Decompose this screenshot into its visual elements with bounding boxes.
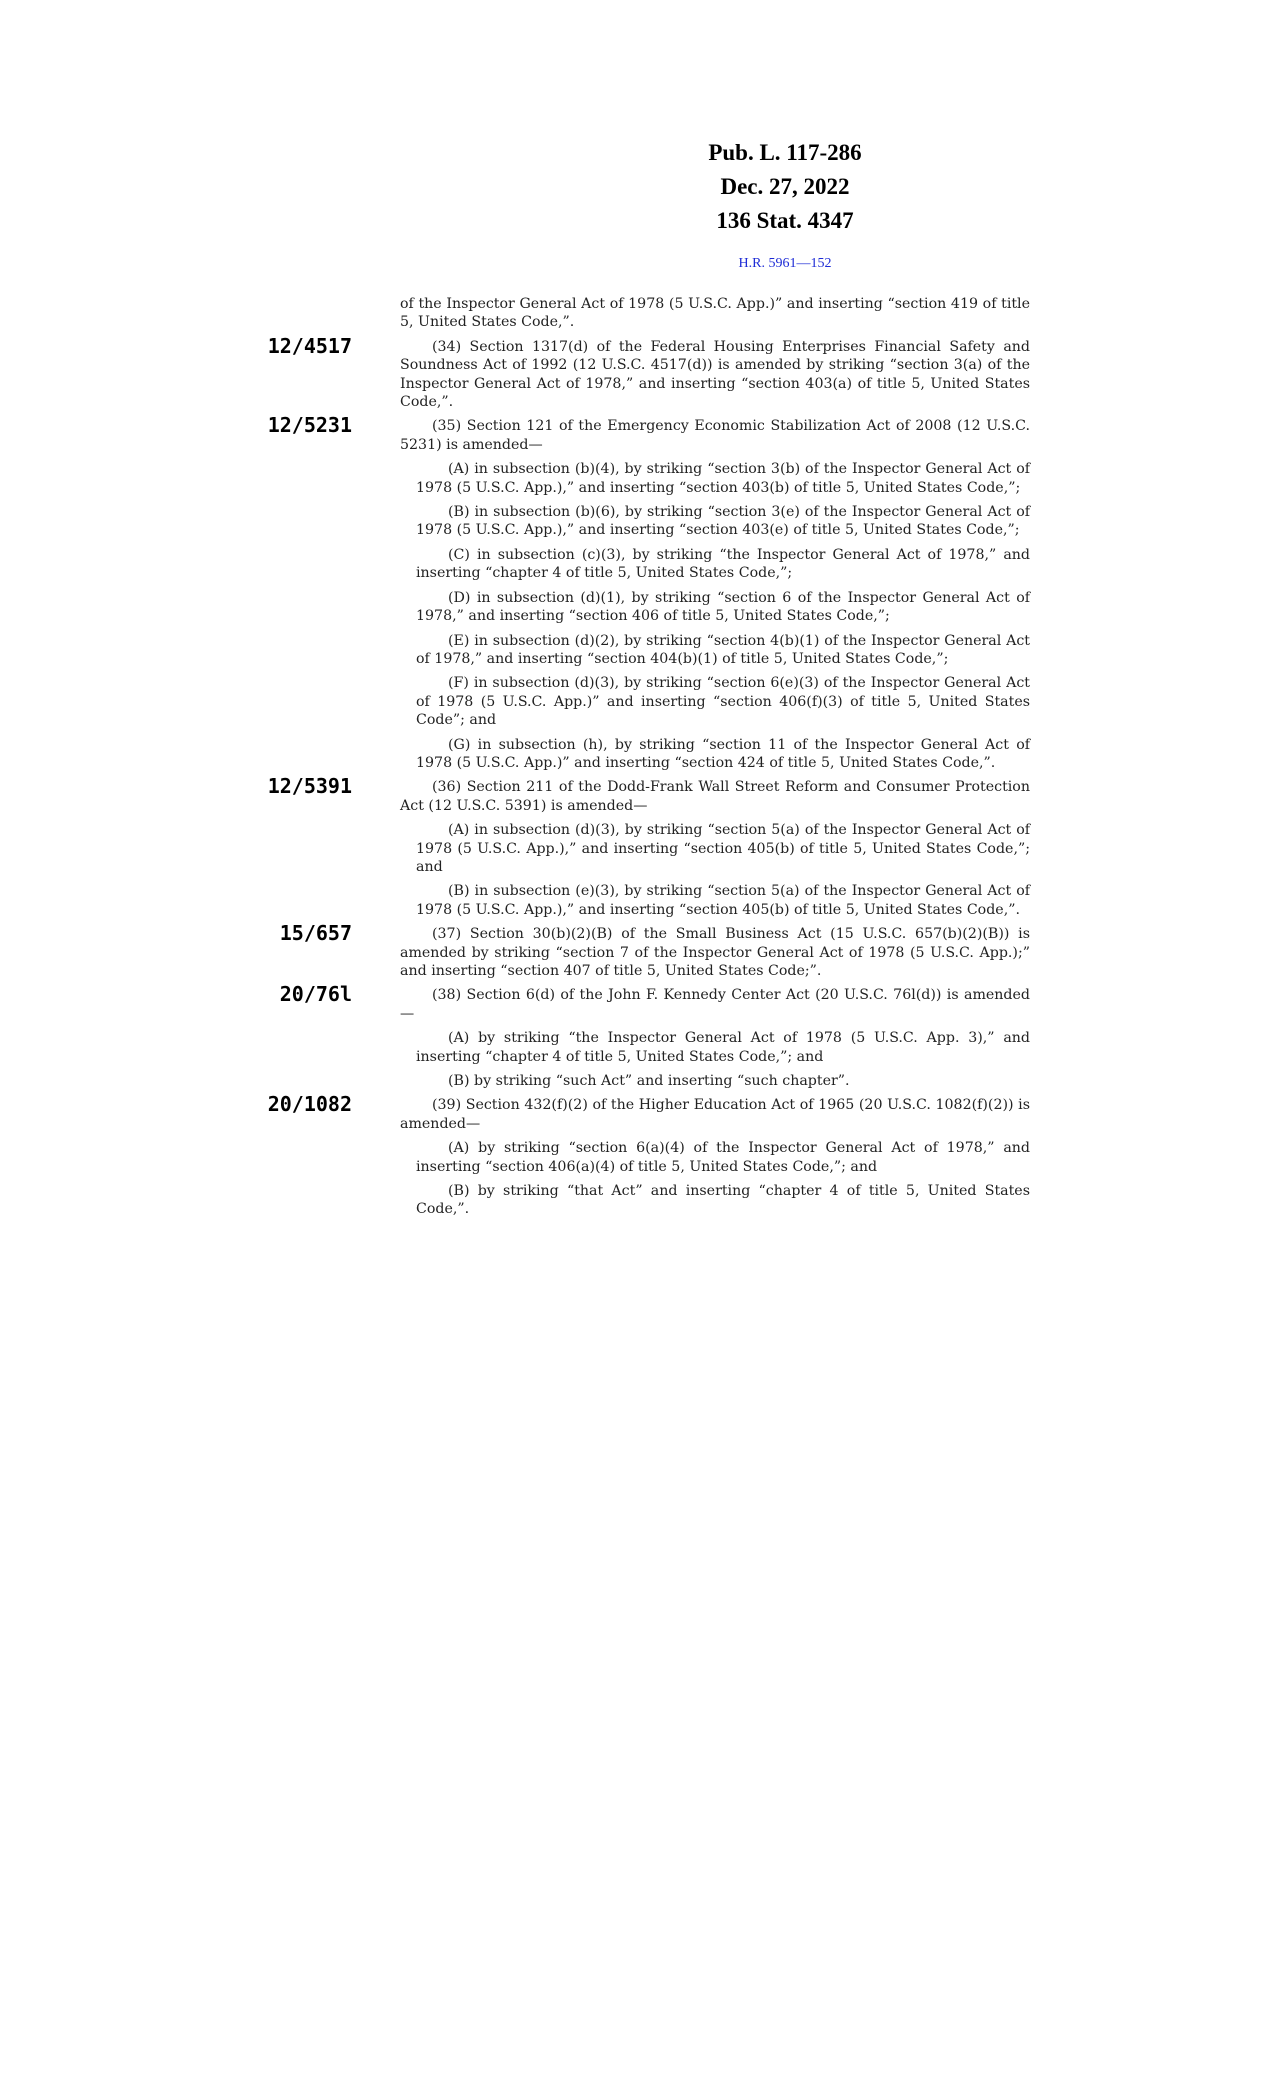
enactment-date: Dec. 27, 2022 xyxy=(720,174,850,199)
subparagraph-text: (A) by striking “the Inspector General Act of 1978 (5 U.S.C. App. 3),” and inserting “chapter 4 of title 5, United States Code,”; and xyxy=(416,1030,1030,1065)
subparagraph-text: (B) by striking “such Act” and inserting “such chapter”. xyxy=(448,1073,850,1090)
subparagraph-text: (D) in subsection (d)(1), by striking “section 6 of the Inspector General Act of 1978,” and inserting “section 406 of title 5, United States Code,”; xyxy=(416,589,1030,625)
paragraph-text: of the Inspector General Act of 1978 (5 U.S.C. App.)” and inserting “section 419 of title 5, United States Code,”. xyxy=(400,296,1030,331)
subparagraph-text: (E) in subsection (d)(2), by striking “section 4(b)(1) of the Inspector General Act of 1978,” and inserting “section 404(b)(1) of title 5, United States Code,”; xyxy=(416,632,1030,667)
statutes-citation: 136 Stat. 4347 xyxy=(716,208,854,233)
paragraph-37 xyxy=(279,921,1030,980)
paragraph-38 xyxy=(279,982,1030,1090)
paragraph-34 xyxy=(267,333,1030,412)
margin-citation: 15/657 xyxy=(279,921,352,946)
paragraph-text: (35) Section 121 of the Emergency Economic Stabilization Act of 2008 (12 U.S.C. 5231) is amended— xyxy=(400,418,1030,453)
paragraph-36 xyxy=(267,774,1030,919)
continuation-paragraph xyxy=(400,295,1030,332)
subparagraph-text: (A) in subsection (b)(4), by striking “section 3(b) of the Inspector General Act of 1978 (5 U.S.C. App.),” and inserting “section 403(b) of title 5, United States Code,”; xyxy=(416,461,1030,496)
subparagraph-text: (F) in subsection (d)(3), by striking “section 6(e)(3) of the Inspector General Act of 1978 (5 U.S.C. App.)” and inserting “section 406(f)(3) of title 5, United States Code”; and xyxy=(416,675,1030,729)
bill-reference: H.R. 5961—152 xyxy=(738,256,832,271)
subparagraph-text: (B) in subsection (e)(3), by striking “section 5(a) of the Inspector General Act of 1978 (5 U.S.C. App.),” and inserting “section 405(b) of title 5, United States Code,”. xyxy=(416,883,1030,918)
paragraph-35 xyxy=(267,413,1030,772)
subparagraph-text: (C) in subsection (c)(3), by striking “the Inspector General Act of 1978,” and inserting “chapter 4 of title 5, United States Code,”; xyxy=(416,546,1030,582)
paragraph-text: (39) Section 432(f)(2) of the Higher Education Act of 1965 (20 U.S.C. 1082(f)(2)) is amended— xyxy=(400,1097,1030,1132)
margin-citation: 12/5391 xyxy=(267,774,352,799)
paragraph-text: (34) Section 1317(d) of the Federal Housing Enterprises Financial Safety and Soundness Act of 1992 (12 U.S.C. 4517(d)) is amended by striking “section 3(a) of the Inspector General Act of 1978,” and inserting “section 403(a) of title 5, United States Code,”. xyxy=(400,338,1030,411)
margin-citation: 20/76l xyxy=(279,982,352,1007)
document-body xyxy=(267,295,1030,1225)
margin-citation: 12/5231 xyxy=(267,413,352,438)
paragraph-text: (38) Section 6(d) of the John F. Kennedy Center Act (20 U.S.C. 76l(d)) is amended— xyxy=(400,987,1030,1022)
subparagraph-text: (G) in subsection (h), by striking “section 11 of the Inspector General Act of 1978 (5 U.S.C. App.)” and inserting “section 424 of title 5, United States Code,”. xyxy=(416,736,1030,771)
margin-citation: 12/4517 xyxy=(267,333,352,358)
public-law-number: Pub. L. 117-286 xyxy=(708,140,862,165)
paragraph-39 xyxy=(267,1092,1030,1218)
subparagraph-text: (B) in subsection (b)(6), by striking “section 3(e) of the Inspector General Act of 1978 (5 U.S.C. App.),” and inserting “section 403(e) of title 5, United States Code,”; xyxy=(416,504,1030,539)
margin-citation: 20/1082 xyxy=(267,1092,352,1117)
subparagraph-text: (A) by striking “section 6(a)(4) of the Inspector General Act of 1978,” and inserting “section 406(a)(4) of title 5, United States Code,”; and xyxy=(416,1140,1030,1175)
paragraph-text: (36) Section 211 of the Dodd-Frank Wall Street Reform and Consumer Protection Act (12 U.S.C. 5391) is amended— xyxy=(400,779,1030,814)
subparagraph-text: (B) by striking “that Act” and inserting “chapter 4 of title 5, United States Code,”. xyxy=(416,1183,1030,1218)
subparagraph-text: (A) in subsection (d)(3), by striking “section 5(a) of the Inspector General Act of 1978 (5 U.S.C. App.),” and inserting “section 405(b) of title 5, United States Code,”; and xyxy=(416,822,1030,875)
paragraph-text: (37) Section 30(b)(2)(B) of the Small Business Act (15 U.S.C. 657(b)(2)(B)) is amended by striking “section 7 of the Inspector General Act of 1978 (5 U.S.C. App.);” and inserting “section 407 of title 5, United States Code;”. xyxy=(400,926,1030,979)
